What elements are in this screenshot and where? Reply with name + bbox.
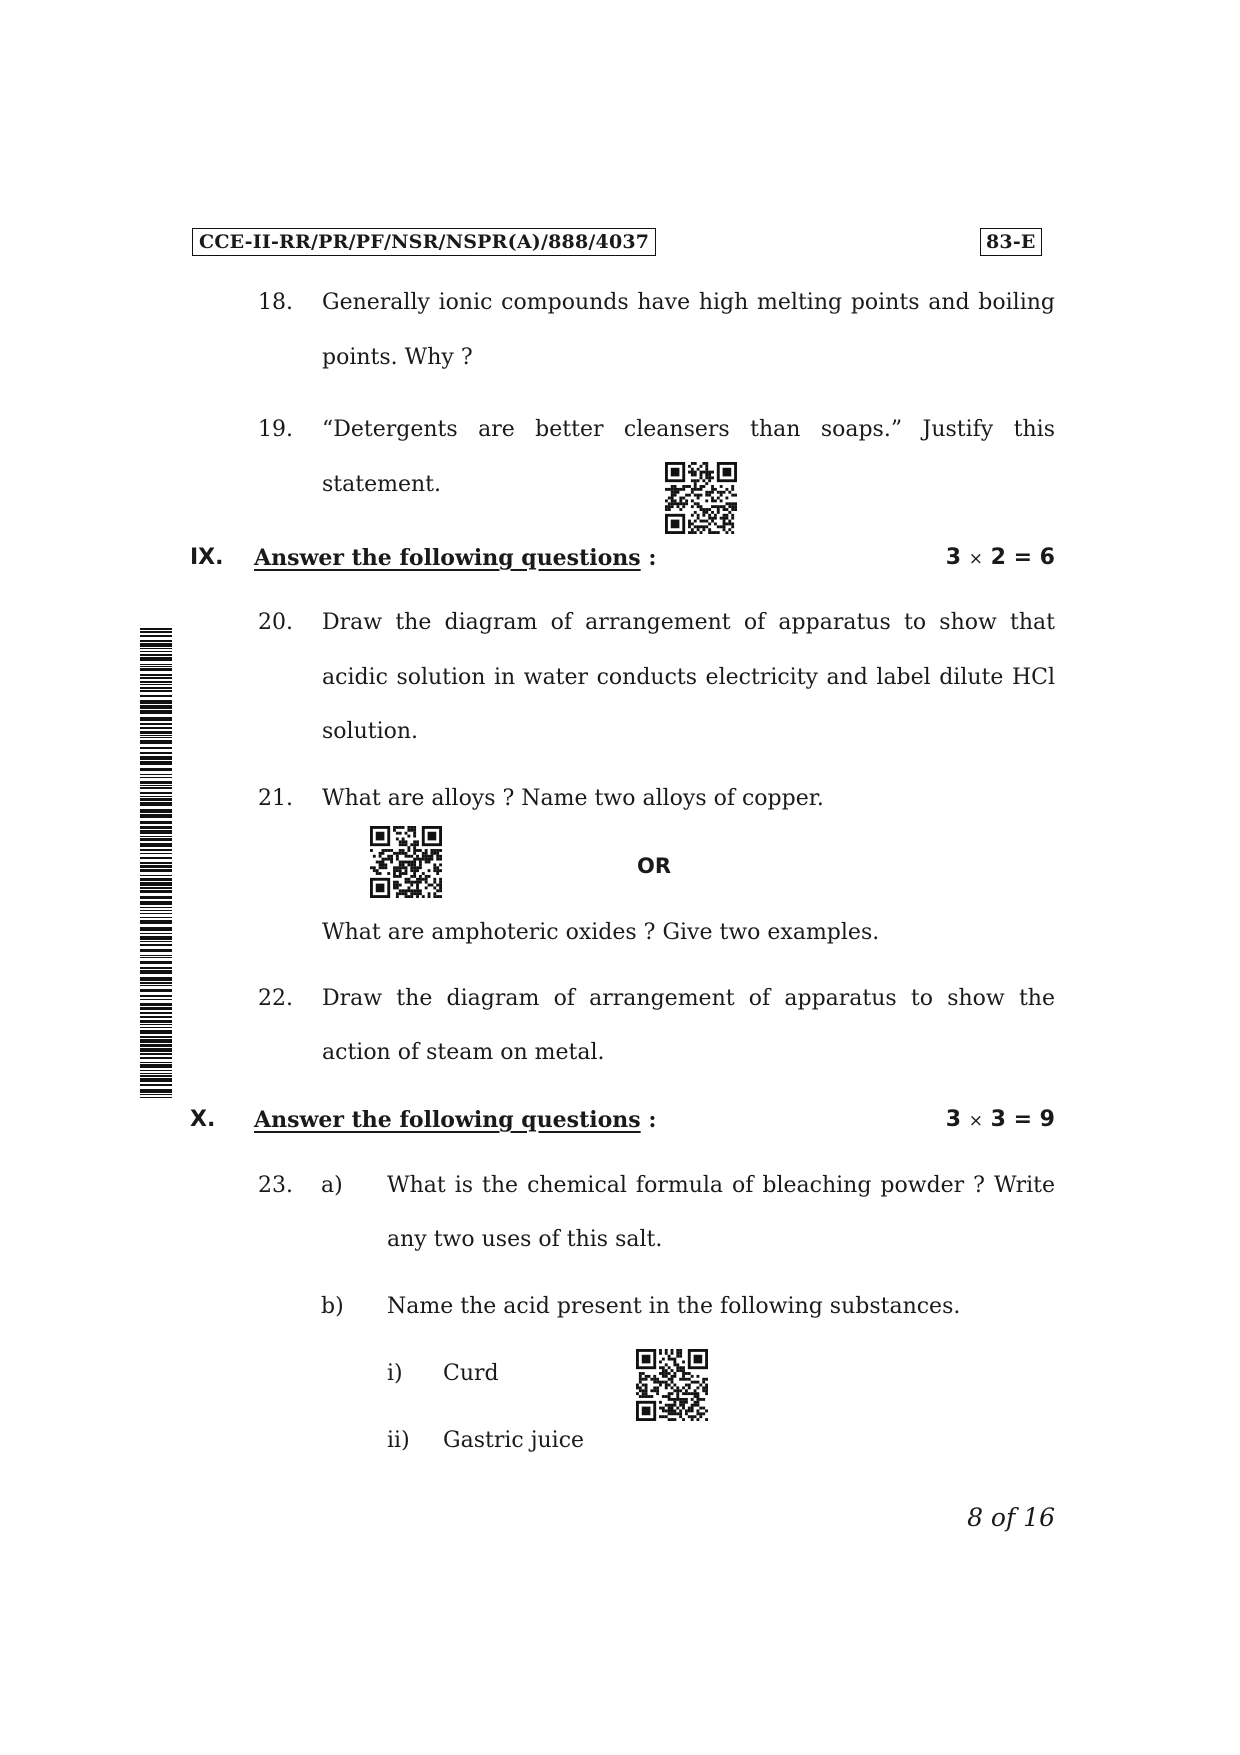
section-title: Answer the following questions : <box>254 545 657 571</box>
question-text: acidic solution in water conducts electricity and label dilute HCl <box>322 665 1055 690</box>
question-text: What are alloys ? Name two alloys of copper. <box>322 786 824 811</box>
question-text: any two uses of this salt. <box>387 1227 663 1252</box>
paper-version: 83-E <box>980 228 1042 256</box>
question-number: 22. <box>258 986 293 1011</box>
question-text: Generally ionic compounds have high melting points and boiling <box>322 290 1055 315</box>
list-item-label: ii) <box>387 1428 410 1453</box>
section-title: Answer the following questions : <box>254 1107 657 1133</box>
subquestion-label: b) <box>321 1294 344 1319</box>
question-text: Name the acid present in the following substances. <box>387 1294 961 1319</box>
qr-code-icon <box>636 1349 708 1421</box>
paper-code: CCE-II-RR/PR/PF/NSR/NSPR(A)/888/4037 <box>192 228 656 256</box>
list-item: Gastric juice <box>443 1428 585 1453</box>
question-text: Draw the diagram of arrangement of apparatus to show that <box>322 610 1055 635</box>
page-number: 8 of 16 <box>967 1503 1055 1532</box>
question-text: What are amphoteric oxides ? Give two examples. <box>322 920 880 945</box>
section-number: IX. <box>190 545 224 570</box>
question-text: What is the chemical formula of bleaching powder ? Write <box>387 1173 1055 1198</box>
question-text: statement. <box>322 472 441 497</box>
question-number: 18. <box>258 290 293 315</box>
qr-code-icon <box>665 462 737 534</box>
question-text: action of steam on metal. <box>322 1040 605 1065</box>
question-number: 20. <box>258 610 293 635</box>
question-number: 21. <box>258 786 293 811</box>
barcode-icon <box>140 628 172 1098</box>
question-text: solution. <box>322 719 419 744</box>
question-text: “Detergents are better cleansers than soaps.” Justify this <box>322 417 1055 442</box>
subquestion-label: a) <box>321 1173 343 1198</box>
section-number: X. <box>190 1107 216 1132</box>
or-separator: OR <box>637 854 672 878</box>
list-item: Curd <box>443 1361 499 1386</box>
section-marks: 3 × 3 = 9 <box>945 1107 1055 1132</box>
question-text: points. Why ? <box>322 345 473 370</box>
qr-code-icon <box>370 826 442 898</box>
question-text: Draw the diagram of arrangement of apparatus to show the <box>322 986 1055 1011</box>
section-marks: 3 × 2 = 6 <box>945 545 1055 570</box>
question-number: 23. <box>258 1173 293 1198</box>
question-number: 19. <box>258 417 293 442</box>
list-item-label: i) <box>387 1361 403 1386</box>
